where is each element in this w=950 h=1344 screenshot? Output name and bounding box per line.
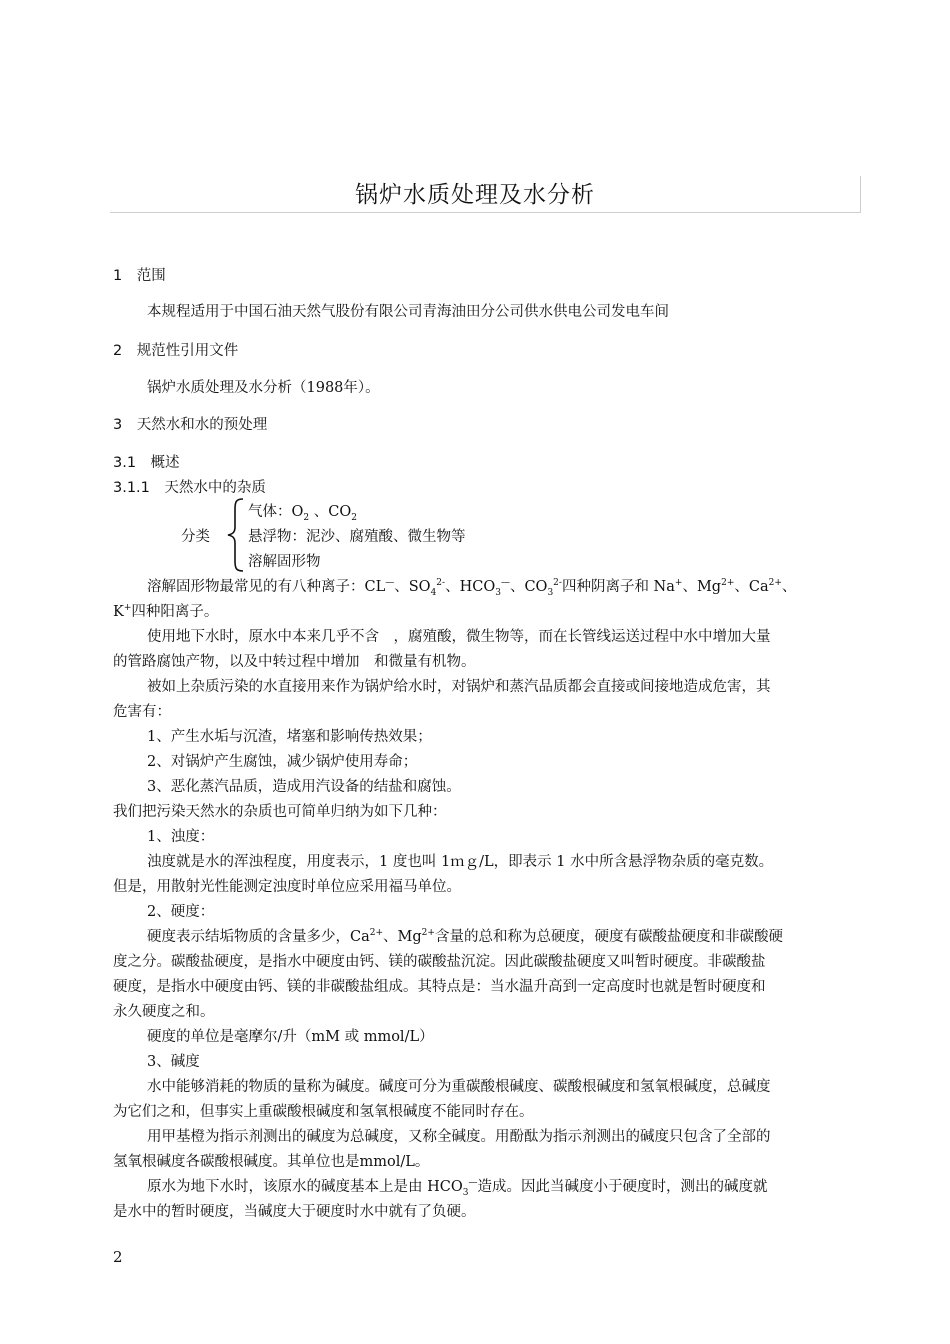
alkalinity-line-1: 水中能够消耗的物质的量称为碱度。碱度可分为重碳酸根碱度、碳酸根碱度和氢氧根碱度，总碱度 bbox=[147, 1079, 771, 1095]
summary-line: 我们把污染天然水的杂质也可简单归纳为如下几种： bbox=[113, 804, 447, 820]
hardness-line-2: 度之分。碳酸盐硬度，是指水中硬度由钙、镁的碳酸盐沉淀。因此碳酸盐硬度又叫暂时硬度。非碳酸盐 bbox=[113, 954, 766, 970]
hardness-line-4: 永久硬度之和。 bbox=[113, 1004, 215, 1020]
hardness-line-1: 硬度表示结垢物质的含量多少，$Ca^{2+}$、$Mg^{2+}$含量的总和称为总硬度，硬度有碳酸盐硬度和非碳酸硬 bbox=[147, 928, 783, 945]
harm-item-1: 1、产生水垢与沉渣，堵塞和影响传热效果； bbox=[147, 729, 432, 745]
class-dissolved: 溶解固形物 bbox=[248, 554, 321, 570]
classification-label: 分类 bbox=[181, 529, 210, 545]
section-2-body: 锅炉水质处理及水分析（1988年）。 bbox=[147, 380, 380, 396]
harm-item-2: 2、对锅炉产生腐蚀，减少锅炉使用寿命； bbox=[147, 754, 418, 770]
hardness-unit: 硬度的单位是毫摩尔/升（mM 或 mmol/L） bbox=[147, 1029, 434, 1045]
section-3-heading: 3 天然水和水的预处理 bbox=[113, 417, 268, 433]
alkalinity-line-2: 为它们之和，但事实上重碳酸根碱度和氢氧根碱度不能同时存在。 bbox=[113, 1104, 534, 1120]
section-3-1-1-heading: 3.1.1 天然水中的杂质 bbox=[113, 480, 266, 496]
harm-line-1: 被如上杂质污染的水直接用来作为锅炉给水时，对锅炉和蒸汽品质都会直接或间接地造成危害，其 bbox=[147, 679, 771, 695]
page-title: 锅炉水质处理及水分析 bbox=[355, 182, 595, 208]
section-1-body: 本规程适用于中国石油天然气股份有限公司青海油田分公司供水供电公司发电车间 bbox=[147, 304, 669, 320]
section-3-1-heading: 3.1 概述 bbox=[113, 455, 180, 471]
groundwater-line-1: 使用地下水时，原水中本来几乎不含 ，腐殖酸，微生物等，而在长管线运送过程中水中增加大量 bbox=[147, 629, 771, 645]
ions-line-1: 溶解固形物最常见的有八种离子：CL—、$SO_4^{2-}$、$HCO_3^—$、$CO_3^{2-}$四种阴离子和 Na+、$Mg^{2+}$、$Ca^{2+}$、 bbox=[147, 578, 797, 598]
harm-item-3: 3、恶化蒸汽品质，造成用汽设备的结盐和腐蚀。 bbox=[147, 779, 461, 795]
groundwater-line-2: 的管路腐蚀产物，以及中转过程中增加 和微量有机物。 bbox=[113, 654, 476, 670]
class-gas: 气体：$O_2$ 、$CO_2$ bbox=[248, 504, 357, 523]
section-2-heading: 2 规范性引用文件 bbox=[113, 343, 239, 359]
turbidity-heading: 1、浊度： bbox=[147, 829, 215, 845]
raw-water-line-1: 原水为地下水时，该原水的碱度基本上是由 $HCO_3^—$造成。因此当碱度小于硬度时，测出的碱度就 bbox=[147, 1178, 768, 1198]
turbidity-line-1: 浊度就是水的浑浊程度，用度表示，1 度也叫 1ｍｇ/L，即表示 1 水中所含悬浮物杂质的毫克数。 bbox=[147, 854, 774, 870]
page-number: 2 bbox=[113, 1248, 123, 1266]
harm-line-2: 危害有： bbox=[113, 704, 171, 720]
alkalinity-heading: 3、碱度 bbox=[147, 1054, 200, 1070]
indicator-line-2: 氢氧根碱度各碳酸根碱度。其单位也是mmol/L。 bbox=[113, 1154, 430, 1170]
title-underline bbox=[110, 212, 861, 213]
hardness-line-3: 硬度，是指水中硬度由钙、镁的非碳酸盐组成。其特点是：当水温升高到一定高度时也就是暂时硬度和 bbox=[113, 979, 766, 995]
indicator-line-1: 用甲基橙为指示剂测出的碱度为总碱度，又称全碱度。用酚酞为指示剂测出的碱度只包含了全部的 bbox=[147, 1129, 771, 1145]
title-rule-tick bbox=[860, 176, 861, 213]
curly-brace-icon bbox=[225, 497, 247, 573]
section-1-heading: 1 范围 bbox=[113, 268, 166, 284]
ions-line-2: K+四种阳离子。 bbox=[113, 603, 219, 620]
raw-water-line-2: 是水中的暂时硬度，当碱度大于硬度时水中就有了负硬。 bbox=[113, 1204, 476, 1220]
turbidity-line-2: 但是，用散射光性能测定浊度时单位应采用福马单位。 bbox=[113, 879, 461, 895]
hardness-heading: 2、硬度： bbox=[147, 904, 215, 920]
class-suspended: 悬浮物：泥沙、腐殖酸、微生物等 bbox=[248, 529, 466, 545]
